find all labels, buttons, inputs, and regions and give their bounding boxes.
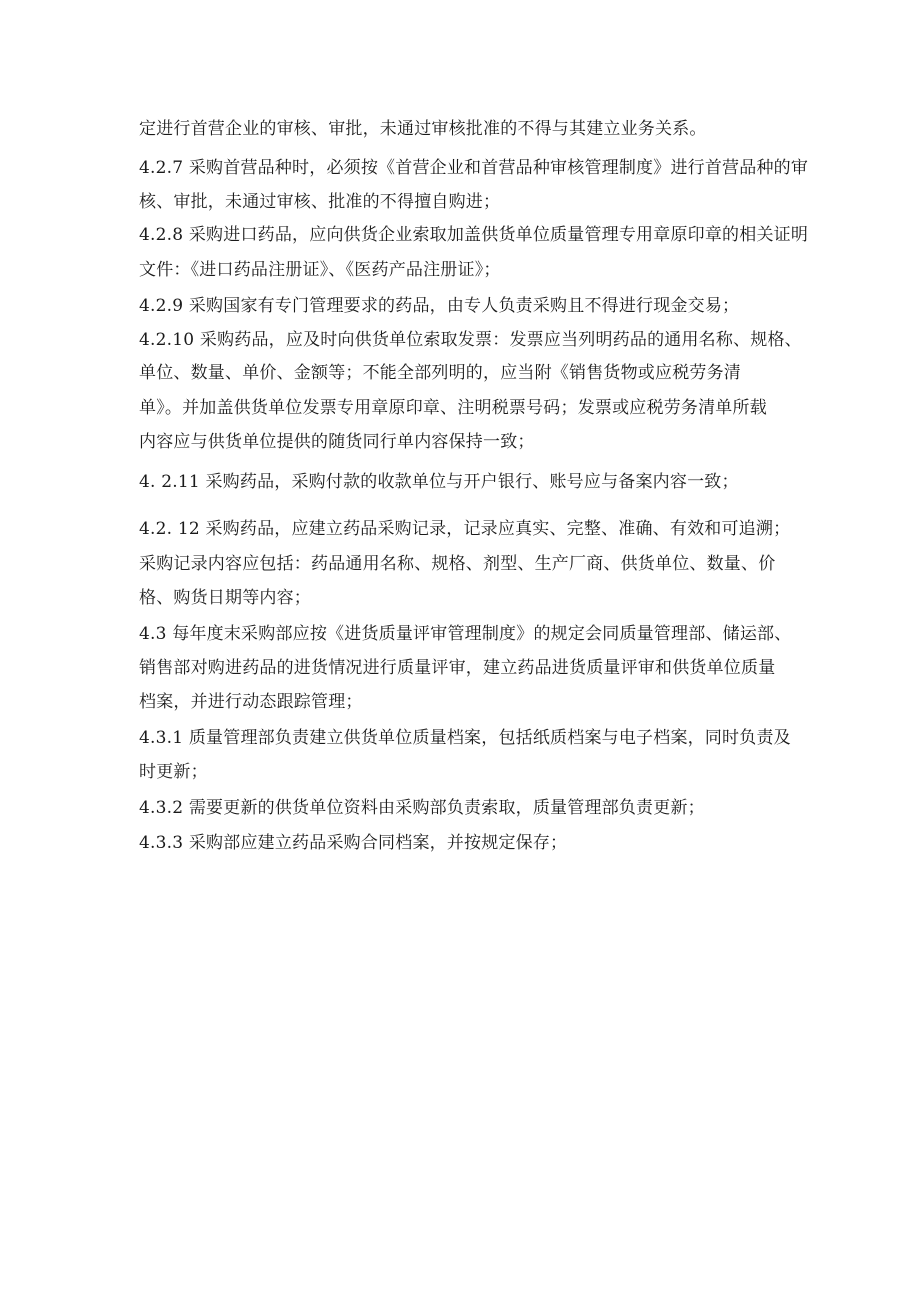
text-line: 定进行首营企业的审核、审批，未通过审核批准的不得与其建立业务关系。 <box>139 119 707 139</box>
text-line: 4.3 每年度末采购部应按《进货质量评审管理制度》的规定会同质量管理部、储运部、 <box>139 624 792 644</box>
text-line: 4.3.2 需要更新的供货单位资料由采购部负责索取，质量管理部负责更新； <box>139 798 705 818</box>
text-line: 4.3.3 采购部应建立药品采购合同档案，并按规定保存； <box>139 833 568 853</box>
text-line: 单》。并加盖供货单位发票专用章原印章、注明税票号码；发票或应税劳务清单所载 <box>139 398 767 418</box>
text-line: 档案，并进行动态跟踪管理； <box>139 692 363 712</box>
text-line: 时更新； <box>139 762 208 782</box>
text-line: 4. 2.11 采购药品，采购付款的收款单位与开户银行、账号应与备案内容一致； <box>139 472 739 492</box>
text-line: 采购记录内容应包括：药品通用名称、规格、剂型、生产厂商、供货单位、数量、价 <box>139 554 776 574</box>
text-line: 4.2.10 采购药品，应及时向供货单位索取发票：发票应当列明药品的通用名称、规格、 <box>139 330 802 350</box>
text-line: 4.2.7 采购首营品种时，必须按《首营企业和首营品种审核管理制度》进行首营品种的审 <box>139 158 809 178</box>
text-line: 4.2. 12 采购药品，应建立药品采购记录，记录应真实、完整、准确、有效和可追溯； <box>139 519 791 539</box>
text-line: 4.2.8 采购进口药品，应向供货企业索取加盖供货单位质量管理专用章原印章的相关证明 <box>139 225 809 245</box>
text-line: 4.3.1 质量管理部负责建立供货单位质量档案，包括纸质档案与电子档案，同时负责及 <box>139 728 791 748</box>
text-line: 销售部对购进药品的进货情况进行质量评审，建立药品进货质量评审和供货单位质量 <box>139 658 776 678</box>
text-line: 文件：《进口药品注册证》、《医药产品注册证》； <box>139 260 501 280</box>
text-line: 核、审批，未通过审核、批准的不得擅自购进； <box>139 192 501 212</box>
text-line: 内容应与供货单位提供的随货同行单内容保持一致； <box>139 432 535 452</box>
text-line: 格、购货日期等内容； <box>139 588 311 608</box>
text-line: 4.2.9 采购国家有专门管理要求的药品，由专人负责采购且不得进行现金交易； <box>139 296 740 316</box>
text-line: 单位、数量、单价、金额等；不能全部列明的，应当附《销售货物或应税劳务清 <box>139 363 741 383</box>
